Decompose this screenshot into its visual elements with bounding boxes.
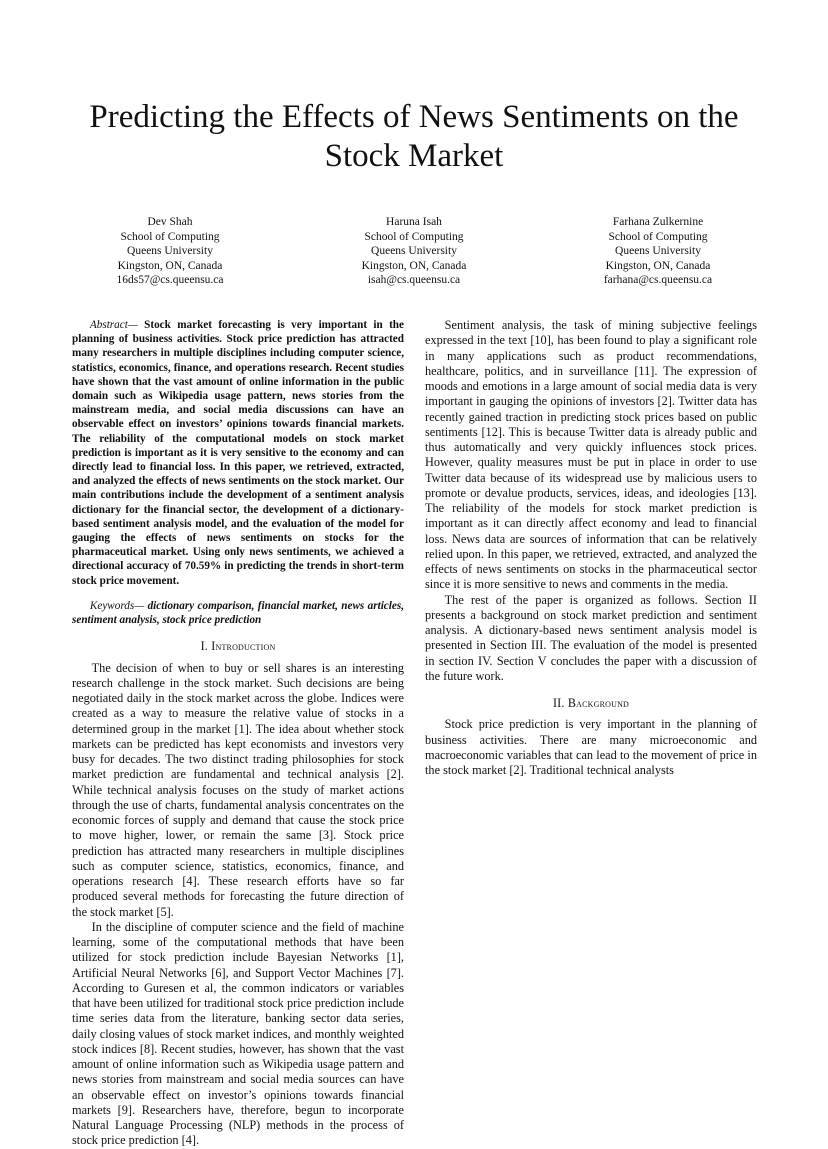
author-location: Kingston, ON, Canada: [361, 259, 467, 272]
paragraph: In the discipline of computer science and the field of machine learning, some of the computational methods that have been utilized for stock prediction include Bayesian Networks [1], Artificial Neural Networks [6], and Support Vector Machines [7]. According to Guresen et al, the common indicators or variables that have been utilized for traditional stock price prediction include time series data from the literature, banking sector data series, daily closing values of stock market indices, and monthly weighted stock indices [8]. Recent studies, however, has shown that the vast amount of online information such as Wikipedia usage pattern and news stories from mainstream and social media sources can have an observable effect on investor’s opinions towards financial markets [9]. Researchers have, therefore, begun to incorporate Natural Language Processing (NLP) methods in the process of stock price prediction [4].: [72, 919, 404, 1148]
author-university: Queens University: [615, 245, 701, 257]
author-university: Queens University: [127, 245, 213, 257]
abstract: [72, 318, 404, 588]
author-block-2: [314, 215, 514, 288]
keywords-label: Keywords—: [89, 599, 145, 612]
paragraph: The rest of the paper is organized as follows. Section II presents a background on stock market prediction and sentiment analysis. A dictionary-based news sentiment analysis model is presented in Section III. The evaluation of the model is presented in section IV. Section V concludes the paper with a discussion of the future work.: [425, 592, 757, 683]
right-column: [425, 318, 757, 778]
author-email: 16ds57@cs.queensu.ca: [116, 274, 224, 286]
keywords: [72, 599, 404, 627]
author-location: Kingston, ON, Canada: [605, 259, 711, 272]
author-block-3: [558, 215, 758, 288]
section-heading-introduction: I. Introduction: [200, 639, 276, 654]
author-department: School of Computing: [364, 230, 464, 243]
author-email: isah@cs.queensu.ca: [367, 274, 461, 286]
author-name: Haruna Isah: [386, 216, 442, 228]
author-email: farhana@cs.queensu.ca: [603, 274, 713, 286]
keywords-text: dictionary comparison, financial market, news articles, sentiment analysis, stock price prediction: [72, 599, 404, 627]
paragraph: The decision of when to buy or sell shares is an interesting research challenge in the stock market. Such decisions are being negotiated daily in the stock market across the globe. Indices were created as a way to measure the relative value of stocks in a determined group in the market [1]. The idea about whether stock markets can be predicted has kept economists and investors very busy for decades. The two distinct trading philosophies for stock market prediction are fundamental and technical analysis [2]. While technical analysis focuses on the study of market actions through the use of charts, fundamental analysis concentrates on the economic forces of supply and demand that cause the stock price to move higher, lower, or remain the same [3]. Stock price prediction has attracted many researchers in multiple disciplines such as computer science, statistics, economics, finance, and operations research [4]. These research efforts have so far produced several methods for forecasting the future direction of the stock market [5].: [72, 660, 404, 919]
author-department: School of Computing: [120, 230, 220, 243]
paper-title: Predicting the Effects of News Sentiments on the Stock Market: [89, 99, 739, 174]
left-column: [72, 318, 404, 1149]
author-name: Dev Shah: [147, 216, 193, 228]
author-location: Kingston, ON, Canada: [117, 259, 223, 272]
author-university: Queens University: [371, 245, 457, 257]
author-department: School of Computing: [608, 230, 708, 243]
paragraph: Sentiment analysis, the task of mining subjective feelings expressed in the text [10], has been found to play a significant role in many applications such as product recommendations, healthcare, politics, and in surveillance [11]. The expression of moods and emotions in a large amount of social media data is very important in gauging the opinions of investors [2]. Twitter data has recently gained traction in predicting stock prices based on public sentiments [12]. This is because Twitter data is already public and thus automatically and very quickly influences stock prices. However, quality measures must be put in place in order to use Twitter data because of its widespread use by malicious users to promote or devalue products, services, ideas, and ideologies [13]. The reliability of the models for stock market prediction is important as it can directly affect economy and lead to financial loss. News data are sources of information that can be relatively relied upon. In this paper, we retrieved, extracted, and analyzed the effects of news sentiments on stocks in the pharmaceutical sector since it is more sensitive to news and comments in the media.: [425, 318, 757, 592]
abstract-text: Stock market forecasting is very important in the planning of business activities. Stock price prediction has attracted many researchers in multiple disciplines including computer science, statistics, economics, finance, and operations research. Recent studies have shown that the vast amount of online information in the public domain such as Wikipedia usage pattern, news stories from the mainstream media, and social media discussions can have an observable effect on investors’ opinions towards financial markets. The reliability of the computational models on stock market prediction is important as it is very sensitive to the economy and can directly lead to financial loss. In this paper, we retrieved, extracted, and analyzed the effects of news sentiments on the stock market. Our main contributions include the development of a sentiment analysis dictionary for the financial sector, the development of a dictionary-based sentiment analysis model, and the evaluation of the model for gauging the effects of news sentiments on stocks for the pharmaceutical market. Using only news sentiments, we achieved a directional accuracy of 70.59% in predicting the trends in short-term stock price movement.: [72, 319, 404, 587]
author-name: Farhana Zulkernine: [612, 216, 704, 228]
section-heading-background: II. Background: [552, 696, 630, 710]
abstract-label: Abstract—: [89, 319, 138, 331]
paragraph: Stock price prediction is very important in the planning of business activities. There are many microeconomic and macroeconomic variables that can lead to the movement of price in the stock market [2]. Traditional technical analysts: [425, 717, 757, 777]
author-block-1: [70, 215, 270, 288]
